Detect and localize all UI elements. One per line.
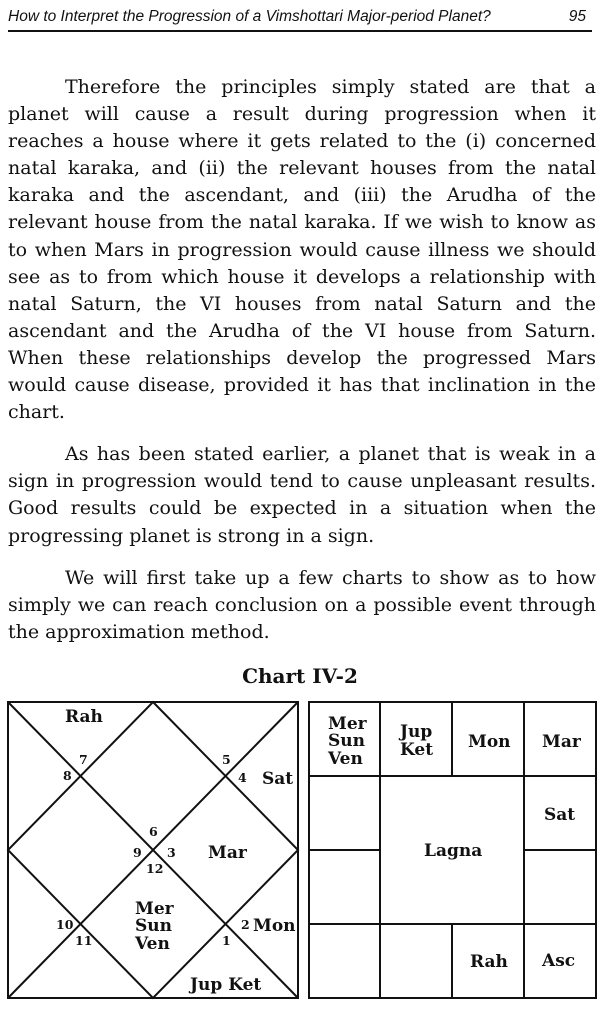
house-sun: Sun: [135, 916, 172, 936]
sign-number-7: 7: [79, 752, 88, 767]
sign-number-9: 9: [133, 845, 142, 860]
house-rah: Rah: [65, 707, 103, 727]
south-cell-mar: Mar: [542, 732, 581, 752]
sign-number-8: 8: [63, 768, 72, 783]
house-mon: Mon: [253, 916, 296, 936]
sign-number-6: 6: [149, 824, 158, 839]
south-cell-mon: Mon: [468, 732, 511, 752]
south-cell-ket: Ket: [400, 740, 434, 760]
south-cell-sun: Sun: [328, 731, 365, 751]
house-mar: Mar: [208, 843, 247, 863]
sign-number-2: 2: [241, 917, 250, 932]
south-cell-mer: Mer: [328, 714, 367, 734]
south-cell-rah: Rah: [470, 952, 508, 972]
sign-number-1: 1: [222, 933, 231, 948]
sign-number-5: 5: [222, 752, 231, 767]
header-title: How to Interpret the Progression of a Vimshottari Major-period Planet?: [8, 8, 491, 25]
south-cell-ven: Ven: [328, 749, 363, 769]
house-jup-ket: Jup Ket: [190, 975, 262, 995]
sign-number-3: 3: [167, 845, 176, 860]
sign-number-11: 11: [75, 933, 93, 948]
south-cell-asc: Asc: [542, 951, 576, 971]
sign-number-10: 10: [56, 917, 74, 932]
house-sat: Sat: [262, 769, 294, 789]
sign-number-4: 4: [238, 770, 247, 785]
south-center-lagna: Lagna: [424, 841, 483, 861]
house-ven: Ven: [135, 934, 170, 954]
paragraph-principles: Therefore the principles simply stated are that a planet will cause a result during progression when it reaches a house where it gets related to the (i) concerned natal karaka, and (ii) the relevant houses from the natal karaka and the ascendant, and (iii) the Arudha of the relevant house from the natal karaka. If we wish to know as to when Mars in progression would cause illness we should see as to from which house it develops a relationship with natal Saturn, the VI houses from natal Saturn and the ascendant and the Arudha of the VI house from Saturn. When these relationships develop the progressed Mars would cause disease, provided it has that inclination in the chart.: [8, 76, 596, 424]
house-mer: Mer: [135, 899, 174, 919]
page-number: 95: [568, 8, 586, 25]
south-cell-jup: Jup: [400, 722, 433, 742]
sign-number-12: 12: [146, 861, 164, 876]
chart-title: Chart IV-2: [242, 664, 358, 688]
paragraph-charts-intro: We will first take up a few charts to show as to how simply we can reach conclusion on a possible event through the approximation method.: [8, 566, 596, 643]
paragraph-weak-sign: As has been stated earlier, a planet that is weak in a sign in progression would tend to cause unpleasant results. Good results could be expected in a situation when the progressing planet is strong in a sign.: [8, 443, 596, 547]
south-cell-sat: Sat: [544, 805, 576, 825]
